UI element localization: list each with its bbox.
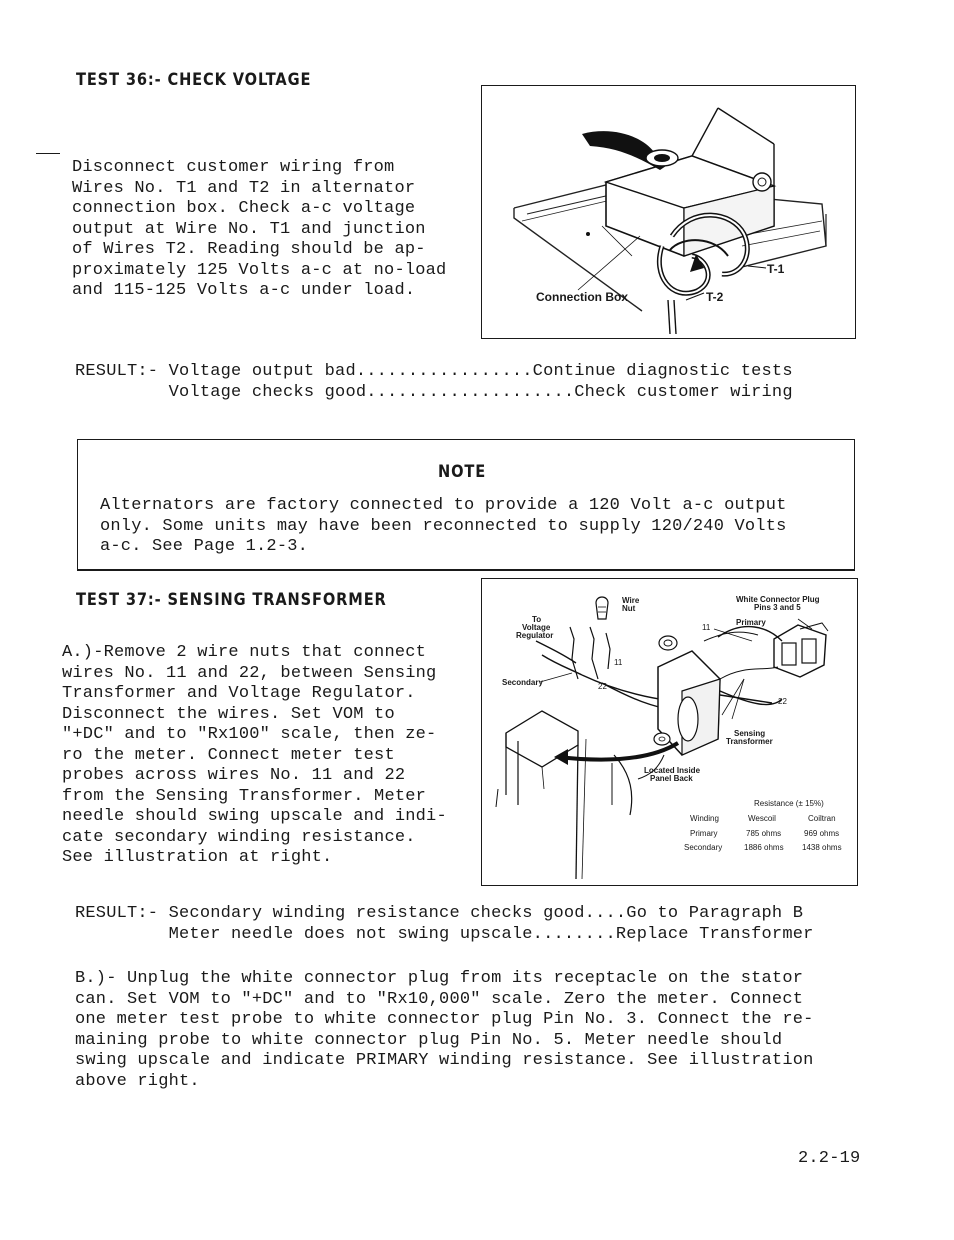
test37-body-line: "+DC" and to "Rx100" scale, then ze- <box>62 725 437 744</box>
connection-box-illustration <box>482 86 854 337</box>
test36-result <box>75 362 793 403</box>
sensing-transformer-figure <box>481 578 858 886</box>
label-connection-box: Connection Box <box>536 290 628 304</box>
test37-body-line: ro the meter. Connect meter test <box>62 745 395 765</box>
note-line: a-c. See Page 1.2-3. <box>100 537 309 556</box>
test37-result <box>75 904 814 945</box>
paragraph-b-line: swing upscale and indicate PRIMARY winding resistance. See illustration <box>75 1051 814 1070</box>
test36-result-line: RESULT:- Voltage output bad.................Continue diagnostic tests <box>75 362 793 381</box>
note-line: Alternators are factory connected to provide a 120 Volt a-c output <box>100 496 787 515</box>
test36-result-line: Voltage checks good....................Check customer wiring <box>75 382 793 402</box>
label-to-2: Voltage <box>522 623 551 632</box>
connection-box-figure <box>481 85 856 339</box>
test37-heading: TEST 37:- SENSING TRANSFORMER <box>76 590 387 610</box>
table-cell-secondary-coiltran: 1438 ohms <box>802 843 842 852</box>
label-sensing-2: Transformer <box>726 737 773 746</box>
paragraph-b-line: can. Set VOM to "+DC" and to "Rx10,000" scale. Zero the meter. Connect <box>75 989 804 1009</box>
table-cell-secondary-wescoil: 1886 ohms <box>744 843 784 852</box>
table-cell-primary-wescoil: 785 ohms <box>746 829 782 838</box>
note-line: only. Some units may have been reconnected to supply 120/240 Volts <box>100 516 787 536</box>
label-to-1: To <box>532 615 542 624</box>
test36-body-line: and 115-125 Volts a-c under load. <box>72 281 416 300</box>
test36-body-line: proximately 125 Volts a-c at no-load <box>72 260 447 280</box>
label-wire-nut-2: Nut <box>622 604 636 613</box>
paragraph-b-line: one meter test probe to white connector plug Pin No. 3. Connect the re- <box>75 1010 814 1029</box>
table-header-winding: Winding <box>690 814 719 823</box>
test37-body-line: needle should swing upscale and indi- <box>62 807 447 826</box>
label-white-plug-1: White Connector Plug <box>736 595 820 604</box>
test36-body-line: of Wires T2. Reading should be ap- <box>72 240 426 259</box>
label-wire-22b: 22 <box>778 697 787 706</box>
test36-heading: TEST 36:- CHECK VOLTAGE <box>76 70 312 90</box>
margin-mark <box>36 153 60 154</box>
test37-body-line: A.)-Remove 2 wire nuts that connect <box>62 643 427 662</box>
label-white-plug-2: Pins 3 and 5 <box>754 603 801 612</box>
label-wire-11a: 11 <box>614 658 623 667</box>
page-number: 2.2-19 <box>798 1149 861 1168</box>
note-title: NOTE <box>438 462 487 482</box>
test37-body <box>62 643 447 869</box>
paragraph-b-line: maining probe to white connector plug Pin No. 5. Meter needle should <box>75 1030 783 1050</box>
label-t1: T-1 <box>767 262 785 276</box>
label-located-2: Panel Back <box>650 774 693 783</box>
label-sensing-1: Sensing <box>734 729 766 738</box>
test37-result-line: RESULT:- Secondary winding resistance checks good....Go to Paragraph B <box>75 904 804 923</box>
test36-body <box>72 158 446 302</box>
label-wire-nut-1: Wire <box>622 596 640 605</box>
label-wire-22a: 22 <box>598 682 607 691</box>
label-located-1: Located Inside <box>644 766 701 775</box>
label-t2: T-2 <box>706 290 724 304</box>
test37-body-line: from the Sensing Transformer. Meter <box>62 786 427 806</box>
test36-body-line: Disconnect customer wiring from <box>72 158 395 177</box>
test37-body-line: Transformer and Voltage Regulator. <box>62 684 416 703</box>
test37-body-line: wires No. 11 and 22, between Sensing <box>62 663 437 683</box>
label-primary: Primary <box>736 618 766 627</box>
sensing-transformer-illustration <box>482 579 856 884</box>
resistance-title: Resistance (± 15%) <box>754 799 824 808</box>
test37-result-line: Meter needle does not swing upscale........Replace Transformer <box>75 924 814 944</box>
test37-body-line: cate secondary winding resistance. <box>62 827 416 847</box>
test37-body-line: probes across wires No. 11 and 22 <box>62 766 406 785</box>
table-cell-primary: Primary <box>690 829 718 838</box>
table-cell-secondary: Secondary <box>684 843 723 852</box>
test37-body-line: Disconnect the wires. Set VOM to <box>62 704 395 724</box>
paragraph-b-line: above right. <box>75 1071 200 1091</box>
table-header-wescoil: Wescoil <box>748 814 776 823</box>
test36-body-line: output at Wire No. T1 and junction <box>72 219 426 239</box>
table-header-coiltran: Coiltran <box>808 814 836 823</box>
table-cell-primary-coiltran: 969 ohms <box>804 829 840 838</box>
label-to-3: Regulator <box>516 631 554 640</box>
label-secondary: Secondary <box>502 678 543 687</box>
test36-body-line: connection box. Check a-c voltage <box>72 199 416 218</box>
test36-body-line: Wires No. T1 and T2 in alternator <box>72 178 416 198</box>
test37-body-line: See illustration at right. <box>62 848 333 867</box>
label-wire-11b: 11 <box>702 623 711 632</box>
test37-paragraph-b <box>75 969 814 1092</box>
paragraph-b-line: B.)- Unplug the white connector plug from its receptacle on the stator <box>75 969 804 988</box>
note-body <box>100 496 787 558</box>
